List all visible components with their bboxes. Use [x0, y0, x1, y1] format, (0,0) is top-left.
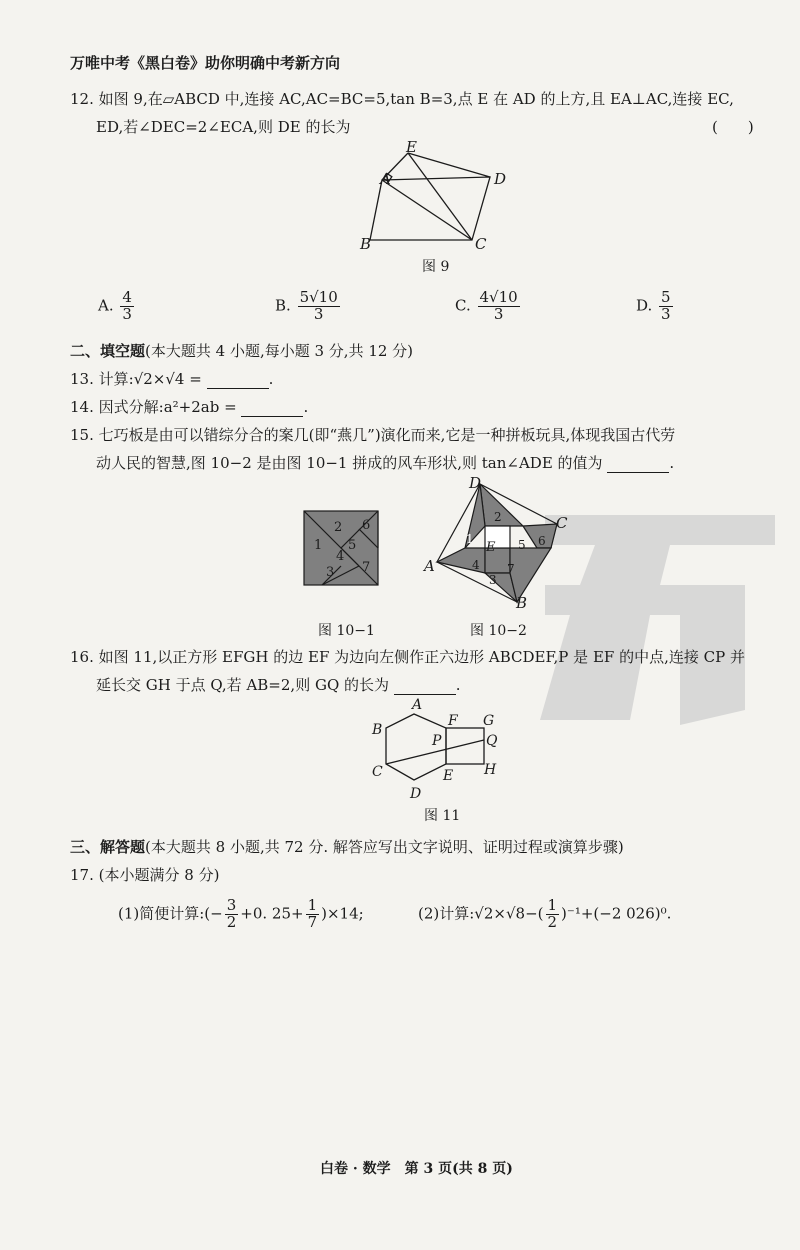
- fig10-1-piece-6: 6: [362, 518, 371, 533]
- q12-option-b[interactable]: [275, 290, 342, 323]
- q16-text-2: 延长交 GH 于点 Q,若 AB=2,则 GQ 的长为: [96, 676, 390, 694]
- q15-text-2: 动人民的智慧,图 10−2 是由图 10−1 拼成的风车形状,则 tan∠ADE 的值为: [96, 454, 603, 472]
- q16-end: .: [455, 676, 461, 694]
- option-d-letter: D.: [636, 296, 653, 315]
- q17-part1-frac-a-den: 2: [226, 912, 237, 931]
- q17-part1: [118, 898, 364, 931]
- q16-line1: [70, 646, 745, 667]
- fig11-label-H: H: [484, 762, 497, 778]
- fig9-label-E: E: [406, 138, 417, 156]
- q12-option-d[interactable]: [636, 290, 675, 323]
- figure-9-caption: 图 9: [422, 259, 450, 275]
- q13-number: 13.: [70, 370, 94, 388]
- option-d-fraction: [659, 290, 673, 323]
- fig11-label-B: B: [372, 722, 383, 738]
- q16-line2: [96, 674, 461, 695]
- figure-11-caption: 图 11: [424, 808, 461, 824]
- fig9-label-B: B: [360, 235, 372, 253]
- option-b-num: 5√10: [299, 288, 338, 306]
- fig10-2-piece-1: 1: [466, 532, 474, 546]
- q12-answer-paren: ( ): [712, 118, 754, 136]
- q12-option-c[interactable]: [455, 290, 522, 323]
- q14-number: 14.: [70, 398, 94, 416]
- q15-line2: [96, 452, 674, 473]
- q17-part1-end: )×14;: [321, 904, 364, 923]
- fig11-label-Q: Q: [486, 733, 498, 749]
- section-3-title: 三、解答题: [70, 838, 146, 856]
- fig10-2-piece-7: 7: [507, 562, 515, 576]
- fig11-label-D: D: [410, 786, 422, 802]
- q15-answer-blank[interactable]: [607, 454, 669, 473]
- q17-note: (本小题满分 8 分): [98, 866, 220, 884]
- q12-option-a[interactable]: [98, 290, 136, 323]
- q17-part1-frac-b-den: 7: [307, 912, 318, 931]
- fig10-1-piece-3: 3: [326, 565, 335, 580]
- fig11-label-E: E: [443, 768, 454, 784]
- q15-text-1: 七巧板是由可以错综分合的案几(即“燕几”)演化而来,它是一种拼板玩具,体现我国古代劳: [98, 426, 676, 444]
- q17-part2: [418, 898, 671, 931]
- option-c-num: 4√10: [479, 288, 518, 306]
- fig10-1-piece-5: 5: [348, 538, 357, 553]
- option-c-den: 3: [493, 304, 504, 323]
- fig10-1-piece-7: 7: [362, 560, 371, 575]
- section-2-title: 二、填空题: [70, 342, 146, 360]
- q17-part1-mid: +0. 25+: [240, 904, 304, 923]
- q17-part2-end: )⁻¹+(−2 026)⁰.: [561, 904, 672, 923]
- option-a-num: 4: [122, 288, 132, 306]
- option-b-letter: B.: [275, 296, 291, 315]
- fig10-1-piece-1: 1: [314, 538, 323, 553]
- fig10-2-label-D: D: [469, 474, 482, 492]
- page-footer: 白卷 · 数学 第 3 页(共 8 页): [320, 1161, 513, 1177]
- option-a-fraction: [120, 290, 134, 323]
- fig9-label-A: A: [380, 170, 391, 188]
- option-b-den: 3: [313, 304, 324, 323]
- figure-10-2-caption: 图 10−2: [470, 623, 527, 639]
- fig10-2-piece-6: 6: [538, 534, 546, 548]
- q13-answer-blank[interactable]: [207, 370, 269, 389]
- fig10-1-piece-2: 2: [334, 520, 343, 535]
- option-a-den: 3: [122, 304, 132, 323]
- fig10-2-piece-3: 3: [489, 573, 497, 587]
- q13: [70, 368, 273, 389]
- q17-part2-label: (2)计算:√2×√8−(: [418, 904, 544, 923]
- q17-part1-label: (1)简便计算:(−: [118, 904, 223, 923]
- q12-line2: ED,若∠DEC=2∠ECA,则 DE 的长为: [96, 118, 351, 136]
- section-2-heading: [70, 340, 413, 361]
- fig10-2-label-C: C: [556, 514, 568, 532]
- q17-part2-frac-den: 2: [547, 912, 558, 931]
- fig9-label-D: D: [494, 170, 507, 188]
- q17-heading: [70, 864, 219, 885]
- q14-text: 因式分解:a²+2ab =: [98, 398, 237, 416]
- q17-part1-frac-b: [306, 898, 320, 931]
- fig10-2-label-A: A: [424, 557, 435, 575]
- q14: [70, 396, 308, 417]
- fig11-label-A: A: [412, 697, 423, 713]
- q12-number: 12.: [70, 90, 94, 108]
- fig11-label-P: P: [432, 733, 442, 749]
- fig11-label-F: F: [448, 713, 458, 729]
- q13-end: .: [268, 370, 274, 388]
- fig11-label-G: G: [483, 713, 495, 729]
- q12-text-1: 如图 9,在▱ABCD 中,连接 AC,AC=BC=5,tan B=3,点 E 在 AD 的上方,且 EA⊥AC,连接 EC,: [98, 90, 734, 108]
- section-3-heading: [70, 836, 624, 857]
- q15-end: .: [669, 454, 675, 472]
- option-d-den: 3: [661, 304, 671, 323]
- fig10-2-label-B: B: [516, 594, 528, 612]
- fig10-1-piece-4: 4: [336, 549, 345, 564]
- option-d-num: 5: [661, 288, 671, 306]
- q12-line1: [70, 88, 734, 109]
- q14-answer-blank[interactable]: [241, 398, 303, 417]
- option-a-letter: A.: [98, 296, 114, 315]
- q15-number: 15.: [70, 426, 94, 444]
- figure-10-1-caption: 图 10−1: [318, 623, 375, 639]
- fig10-2-piece-4: 4: [472, 558, 480, 572]
- option-c-fraction: [478, 290, 520, 323]
- q17-number: 17.: [70, 866, 94, 884]
- fig10-2-piece-5: 5: [518, 538, 526, 552]
- page-header: 万唯中考《黑白卷》助你明确中考新方向: [70, 54, 341, 72]
- option-b-fraction: [298, 290, 340, 323]
- fig10-2-piece-2: 2: [494, 510, 502, 524]
- fig9-label-C: C: [475, 235, 487, 253]
- q17-part2-frac: [546, 898, 560, 931]
- section-2-desc: (本大题共 4 小题,每小题 3 分,共 12 分): [145, 342, 414, 360]
- q16-answer-blank[interactable]: [394, 676, 456, 695]
- q16-text-1: 如图 11,以正方形 EFGH 的边 EF 为边向左侧作正六边形 ABCDEF,P 是 EF 的中点,连接 CP 并: [98, 648, 745, 666]
- q15-line1: [70, 424, 675, 445]
- q17-part1-frac-b-num: 1: [307, 896, 318, 914]
- q17-part1-frac-a: [225, 898, 239, 931]
- q17-part2-frac-num: 1: [547, 896, 558, 914]
- q16-number: 16.: [70, 648, 94, 666]
- section-3-desc: (本大题共 8 小题,共 72 分. 解答应写出文字说明、证明过程或演算步骤): [145, 838, 624, 856]
- q14-end: .: [303, 398, 309, 416]
- fig11-label-C: C: [372, 764, 383, 780]
- fig10-2-label-E: E: [486, 540, 496, 555]
- option-c-letter: C.: [455, 296, 471, 315]
- q17-part1-frac-a-num: 3: [226, 896, 237, 914]
- q13-text: 计算:√2×√4 =: [98, 370, 202, 388]
